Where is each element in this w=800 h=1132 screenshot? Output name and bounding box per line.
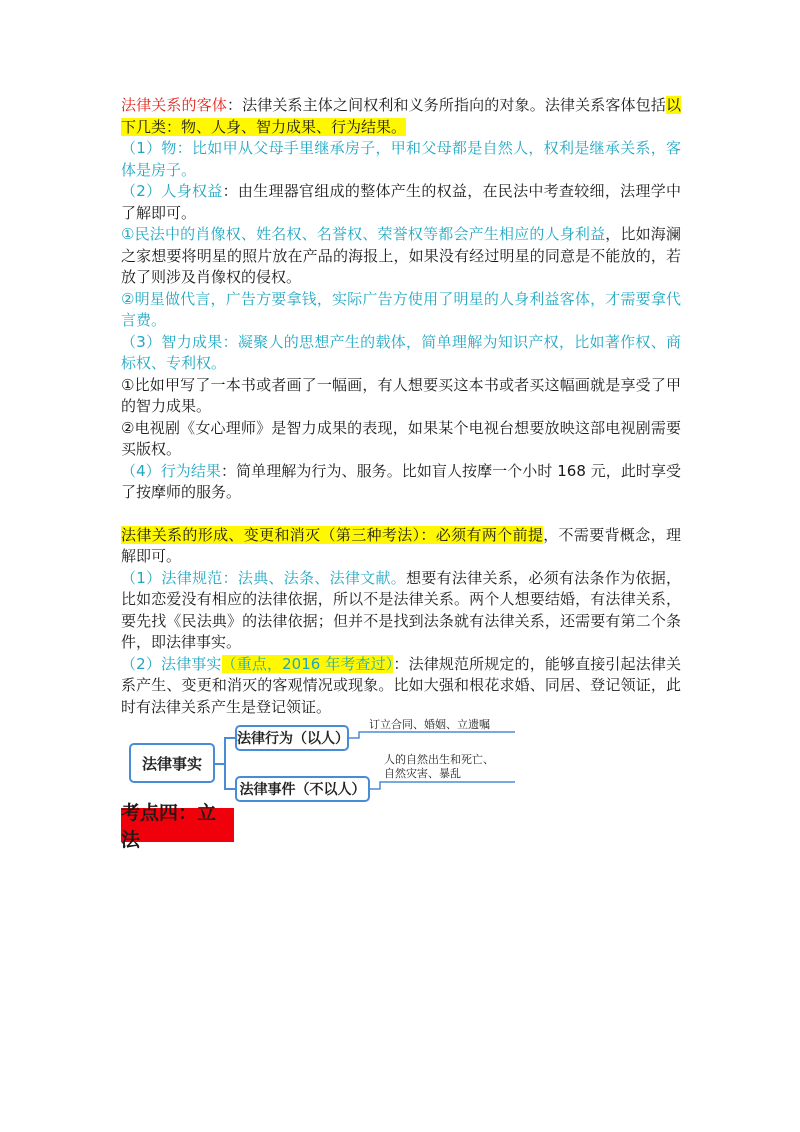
object-item-2-label: （2）人身权益 [121,182,223,200]
change-item-1 [121,568,681,654]
diagram-root: 法律事实 [129,743,215,783]
change-title [121,525,681,568]
object-item-2 [121,181,681,224]
diagram-branch-1-note: 订立合同、婚姻、立遗嘱 [369,718,490,731]
object-item-1: （1）物：比如甲从父母手里继承房子，甲和父母都是自然人，权利是继承关系，客体是房子。 [121,139,681,179]
object-item-2-sub-1-text: ，比如海澜之家想要将明星的照片放在产品的海报上，如果没有经过明星的同意是不能放的，若放了则涉及肖像权的侵权。 [121,225,681,286]
object-item-3-sub-1: ①比如甲写了一本书或者画了一幅画，有人想要买这本书或者买这幅画就是享受了甲的智力成果。 [121,375,681,415]
object-item-2-sub-1-cyan: ①民法中的肖像权、姓名权、名誉权、荣誉权等都会产生相应的人身利益 [121,225,606,243]
document-body [121,95,681,718]
change-item-2-highlight: （重点，2016 年考查过） [221,654,394,673]
object-item-4-label: （4）行为结果 [121,461,221,480]
spacer [121,504,681,525]
object-item-3-sub-2: ②电视剧《女心理师》是智力成果的表现，如果某个电视台想要放映这部电视剧需要买版权。 [121,418,681,458]
object-intro [121,95,681,138]
diagram-branch-1: 法律行为（以人） [235,725,349,751]
object-item-3: （3）智力成果：凝聚人的思想产生的载体，简单理解为知识产权，比如著作权、商标权、专利权。 [121,332,681,372]
object-item-4-text: ：简单理解为行为、服务。比如盲人按摩一个小时 168 元，此时享受了按摩师的服务。 [121,461,682,501]
kaodian-banner: 考点四：立法 [121,808,234,842]
diagram-branch-2-note-1: 人的自然出生和死亡、 [384,753,494,766]
change-item-2-cyan: （2）法律事实 [121,654,222,673]
object-item-4 [121,461,681,504]
diagram-branch-2: 法律事件（不以人） [235,776,370,802]
object-item-2-sub-1 [121,224,681,289]
object-intro-text: ：法律关系主体之间权利和义务所指向的对象。法律关系客体包括 [226,96,666,114]
change-item-1-text: 想要有法律关系，必须有法条作为依据，比如恋爱没有相应的法律依据，所以不是法律关系。两个人想要结婚，有法律关系，要先找《民法典》的法律依据；但并不是找到法条就有法律关系，还需要有第二个条件，即法律事实。 [121,568,681,651]
object-item-2-text: ：由生理器官组成的整体产生的权益，在民法中考查较细，法理学中了解即可。 [121,182,681,222]
diagram-branch-2-note-2: 自然灾害、暴乱 [384,767,461,780]
object-item-2-sub-2: ②明星做代言，广告方要拿钱，实际广告方使用了明星的人身利益客体，才需要拿代言费。 [121,289,681,329]
object-intro-highlight: 以下几类：物、人身、智力成果、行为结果。 [121,96,681,136]
object-title: 法律关系的客体 [121,96,227,114]
change-title-highlight: 法律关系的形成、变更和消灭（第三种考法）：必须有两个前提 [121,525,544,544]
change-item-2-text: ：法律规范所规定的，能够直接引起法律关系产生、变更和消灭的客观情况或现象。比如大强和根花求婚、同居、登记领证，此时有法律关系产生是登记领证。 [121,654,681,716]
change-item-1-cyan: （1）法律规范：法典、法条、法律文献。 [121,568,407,587]
change-item-2 [121,654,681,719]
change-title-rest: ，不需要背概念，理解即可。 [121,525,681,565]
